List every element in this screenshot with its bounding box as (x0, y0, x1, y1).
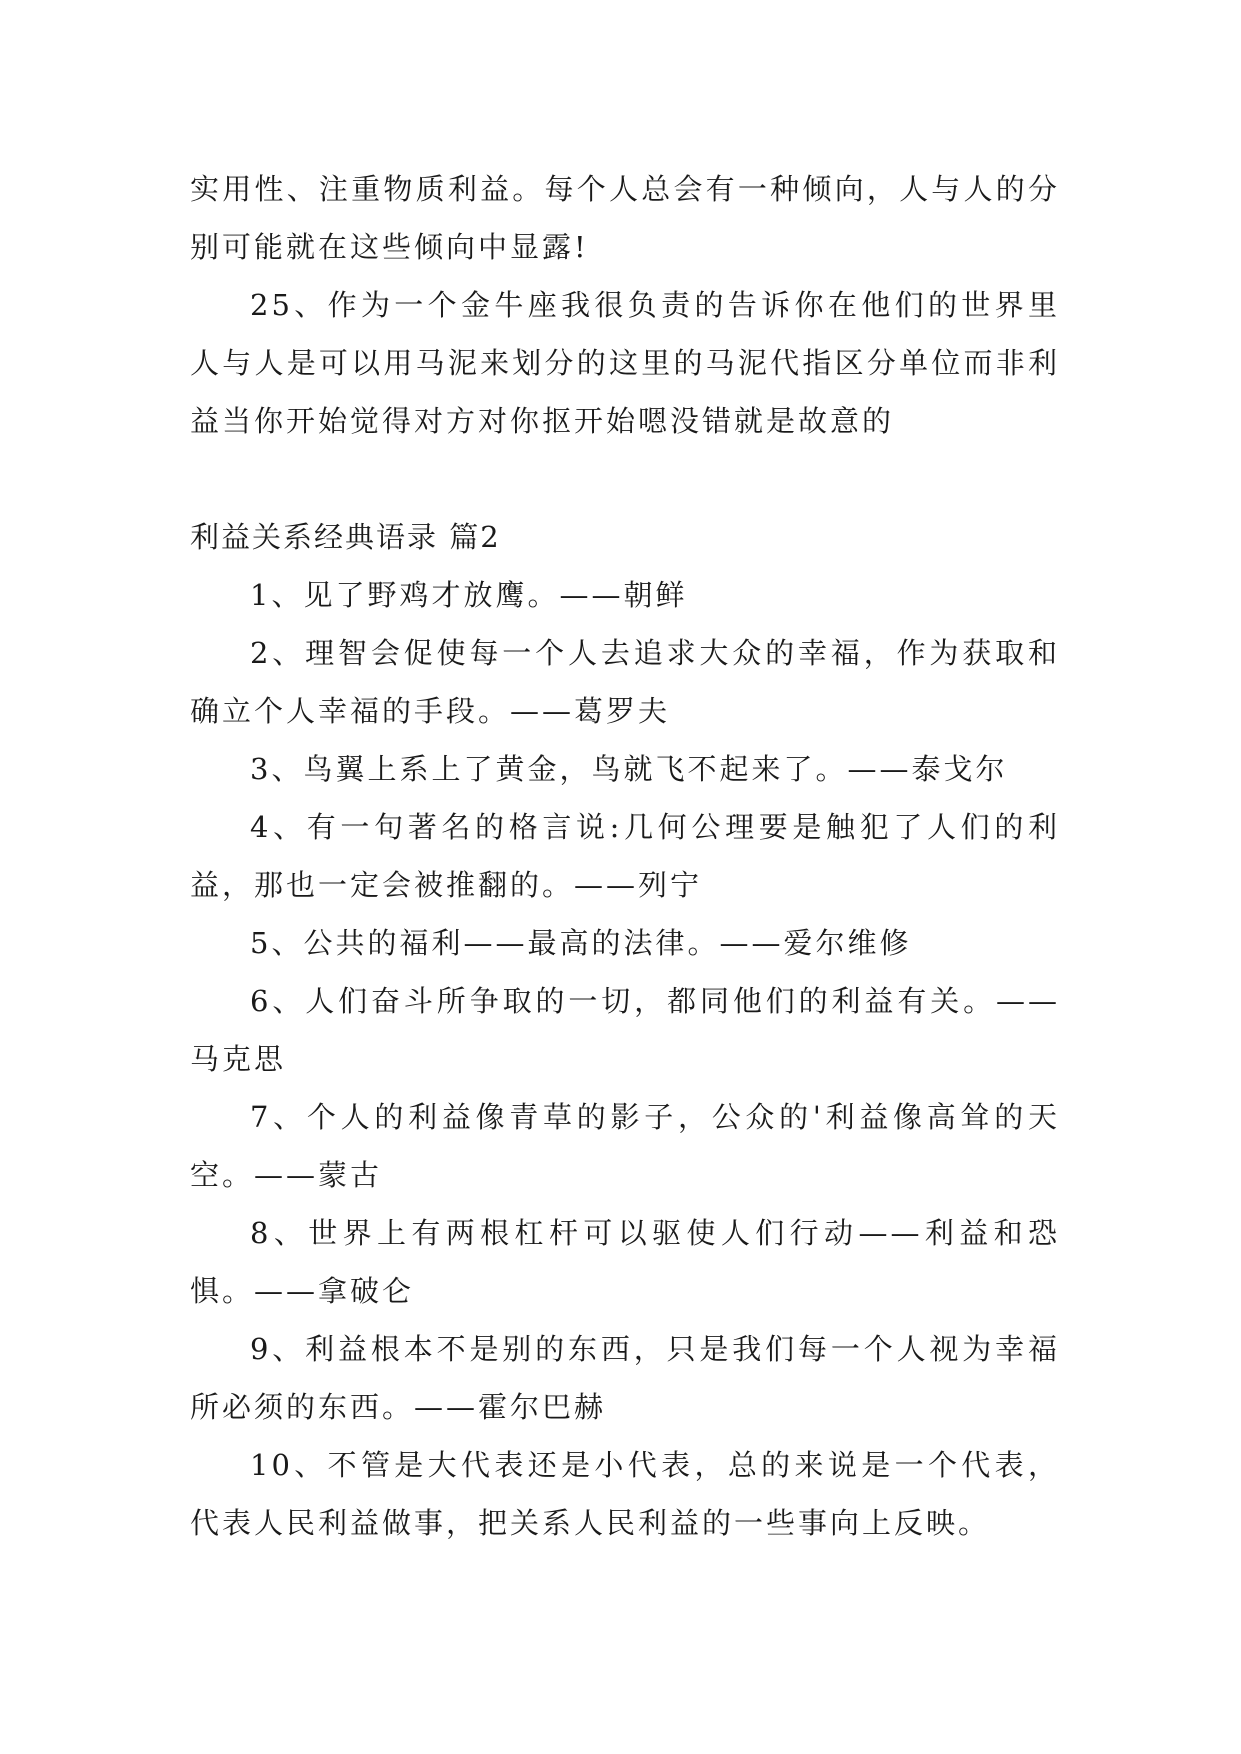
quote-item-3: 3、鸟翼上系上了黄金，鸟就飞不起来了。——泰戈尔 (250, 752, 1008, 786)
quote-item-10: 10、不管是大代表还是小代表，总的来说是一个代表，代表人民利益做事，把关系人民利益的一些事向上反映。 (190, 1448, 1060, 1540)
quote-item-9: 9、利益根本不是别的东西，只是我们每一个人视为幸福所必须的东西。——霍尔巴赫 (190, 1332, 1060, 1424)
quote-item-4: 4、有一句著名的格言说:几何公理要是触犯了人们的利益，那也一定会被推翻的。——列宁 (190, 810, 1060, 902)
quote-item-1: 1、见了野鸡才放鹰。——朝鲜 (250, 578, 688, 612)
section-heading: 利益关系经典语录 篇2 (190, 520, 501, 554)
quote-item-8: 8、世界上有两根杠杆可以驱使人们行动——利益和恐惧。——拿破仑 (190, 1216, 1060, 1308)
quote-item-6: 6、人们奋斗所争取的一切，都同他们的利益有关。——马克思 (190, 984, 1060, 1076)
paragraph-continued: 实用性、注重物质利益。每个人总会有一种倾向，人与人的分别可能就在这些倾向中显露! (190, 172, 1060, 264)
document-page (190, 160, 1060, 1552)
quote-item-7: 7、个人的利益像青草的影子，公众的'利益像高耸的天空。——蒙古 (190, 1100, 1060, 1192)
quote-item-5: 5、公共的福利——最高的法律。——爱尔维修 (250, 926, 912, 960)
paragraph-quote-25: 25、作为一个金牛座我很负责的告诉你在他们的世界里人与人是可以用马泥来划分的这里的马泥代指区分单位而非利益当你开始觉得对方对你抠开始嗯没错就是故意的 (190, 288, 1060, 438)
quote-item-2: 2、理智会促使每一个人去追求大众的幸福，作为获取和确立个人幸福的手段。——葛罗夫 (190, 636, 1060, 728)
